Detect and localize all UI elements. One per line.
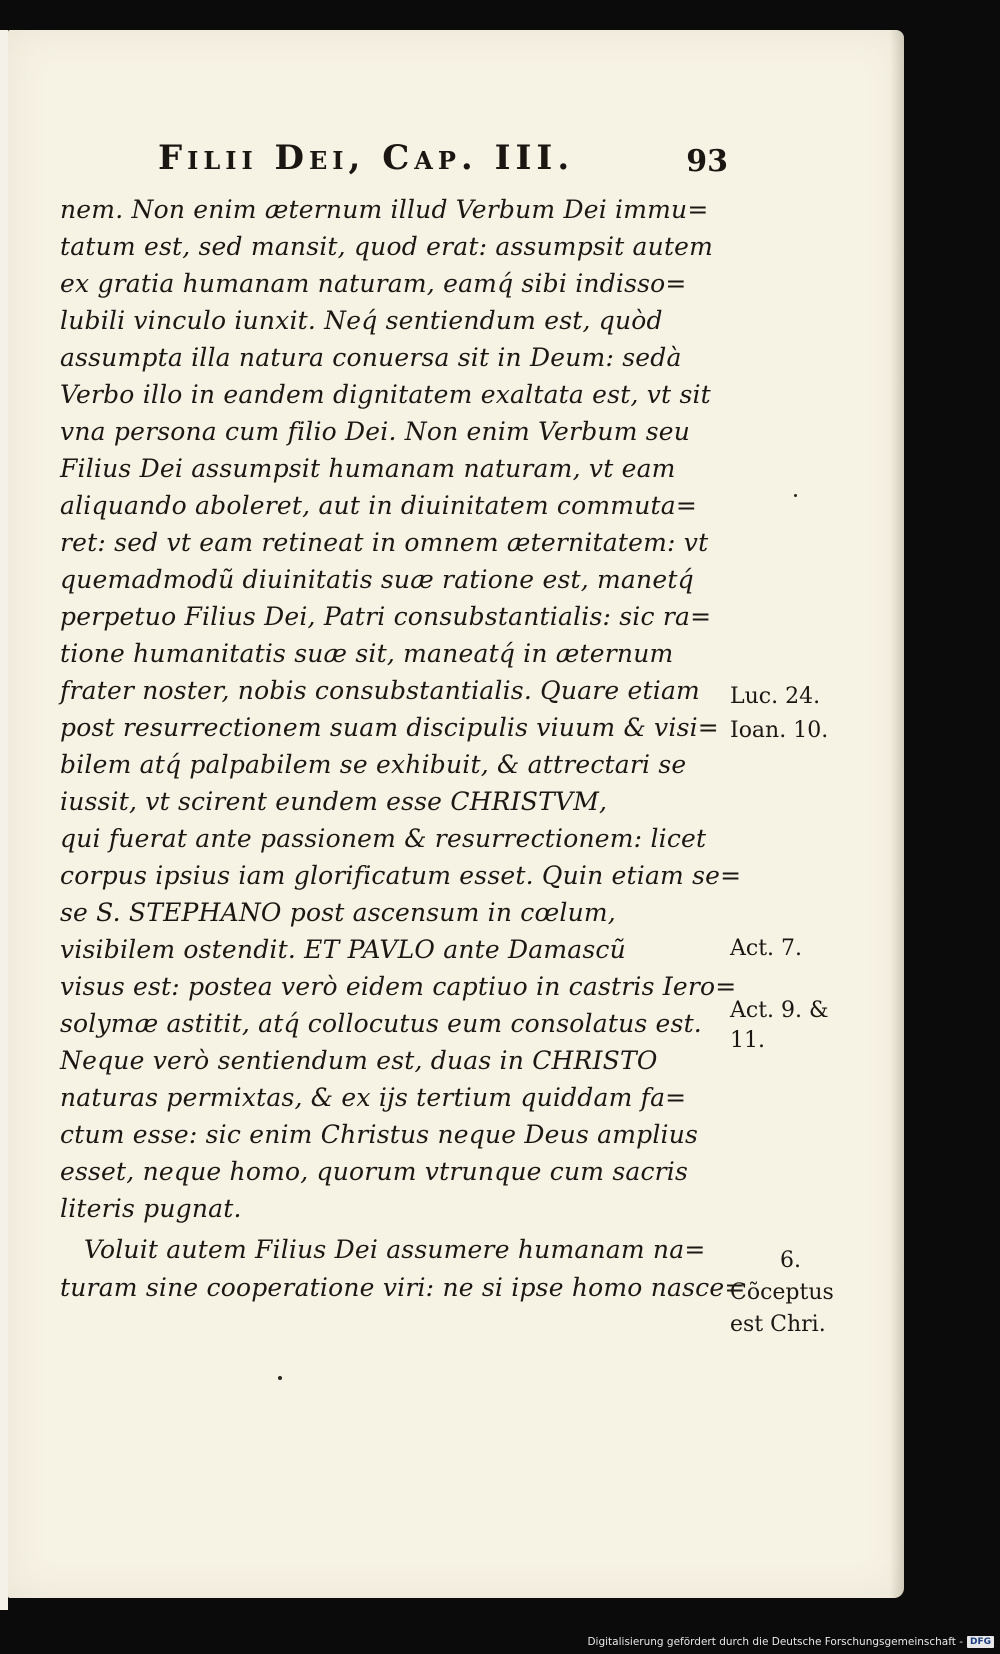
running-title: Filii Dei, Cap. III. (158, 138, 575, 178)
running-head (158, 138, 728, 188)
margin-note: Luc. 24. (730, 684, 821, 709)
text-line: visus est: postea verò eidem captiuo in castris Iero= (60, 972, 737, 1001)
margin-note: 11. (730, 1028, 765, 1053)
margin-note: Act. 9. & (730, 998, 829, 1023)
text-line: lubili vinculo iunxit. Neq́ sentiendum est, quòd (60, 306, 663, 335)
text-line: aliquando aboleret, aut in diuinitatem commuta= (60, 491, 697, 520)
text-line: visibilem ostendit. ET PAVLO ante Damascũ (60, 935, 626, 964)
scan-margin-strip (0, 30, 8, 1610)
text-line: ex gratia humanam naturam, eamq́ sibi indisso= (60, 269, 687, 298)
text-line: Filius Dei assumpsit humanam naturam, vt eam (60, 454, 676, 483)
text-line: Neque verò sentiendum est, duas in CHRISTO (60, 1046, 658, 1075)
text-line: frater noster, nobis consubstantialis. Quare etiam (60, 676, 700, 705)
book-page (8, 30, 904, 1598)
text-line: literis pugnat. (60, 1194, 242, 1223)
text-line: quemadmodũ diuinitatis suæ ratione est, manetq́ (60, 565, 694, 594)
margin-note: 6. (780, 1248, 801, 1273)
text-line: se S. STEPHANO post ascensum in cœlum, (60, 898, 616, 927)
text-line: esset, neque homo, quorum vtrunque cum sacris (60, 1157, 689, 1186)
text-line: perpetuo Filius Dei, Patri consubstantialis: sic ra= (60, 602, 712, 631)
text-line: post resurrectionem suam discipulis viuum & visi= (60, 713, 719, 742)
text-line: Verbo illo in eandem dignitatem exaltata est, vt sit (60, 380, 711, 409)
text-line: ret: sed vt eam retineat in omnem æternitatem: vt (60, 528, 709, 557)
ink-speck (278, 1376, 282, 1380)
text-line: naturas permixtas, & ex ijs tertium quiddam fa= (60, 1083, 687, 1112)
margin-note: Ioan. 10. (730, 718, 829, 743)
text-line: assumpta illa natura conuersa sit in Deum: sedà (60, 343, 682, 372)
footer-credit: Digitalisierung gefördert durch die Deutsche Forschungsgemeinschaft - (587, 1636, 963, 1648)
text-line: tione humanitatis suæ sit, maneatq́ in æternum (60, 639, 674, 668)
text-line: vna persona cum filio Dei. Non enim Verbum seu (60, 417, 691, 446)
text-line: solymæ astitit, atq́ collocutus eum consolatus est. (60, 1009, 702, 1038)
text-line: nem. Non enim æternum illud Verbum Dei immu= (60, 195, 709, 224)
margin-note: Cõceptus (730, 1280, 834, 1305)
text-line: tatum est, sed mansit, quod erat: assumpsit autem (60, 232, 714, 261)
text-line: ctum esse: sic enim Christus neque Deus amplius (60, 1120, 699, 1149)
text-line: Voluit autem Filius Dei assumere humanam na= (84, 1235, 706, 1264)
dfg-logo-icon: DFG (967, 1636, 994, 1648)
margin-note: est Chri. (730, 1312, 826, 1337)
text-line: corpus ipsius iam glorificatum esset. Quin etiam se= (60, 861, 742, 890)
margin-note: Act. 7. (730, 936, 803, 961)
page-number: 93 (686, 144, 728, 179)
text-line: turam sine cooperatione viri: ne si ipse homo nasce= (60, 1273, 746, 1302)
text-line: qui fuerat ante passionem & resurrectionem: licet (60, 824, 707, 853)
text-line: bilem atq́ palpabilem se exhibuit, & attrectari se (60, 750, 687, 779)
text-line: iussit, vt scirent eundem esse CHRISTVM, (60, 787, 608, 816)
ink-speck (794, 494, 797, 497)
digitization-footer (587, 1634, 994, 1650)
